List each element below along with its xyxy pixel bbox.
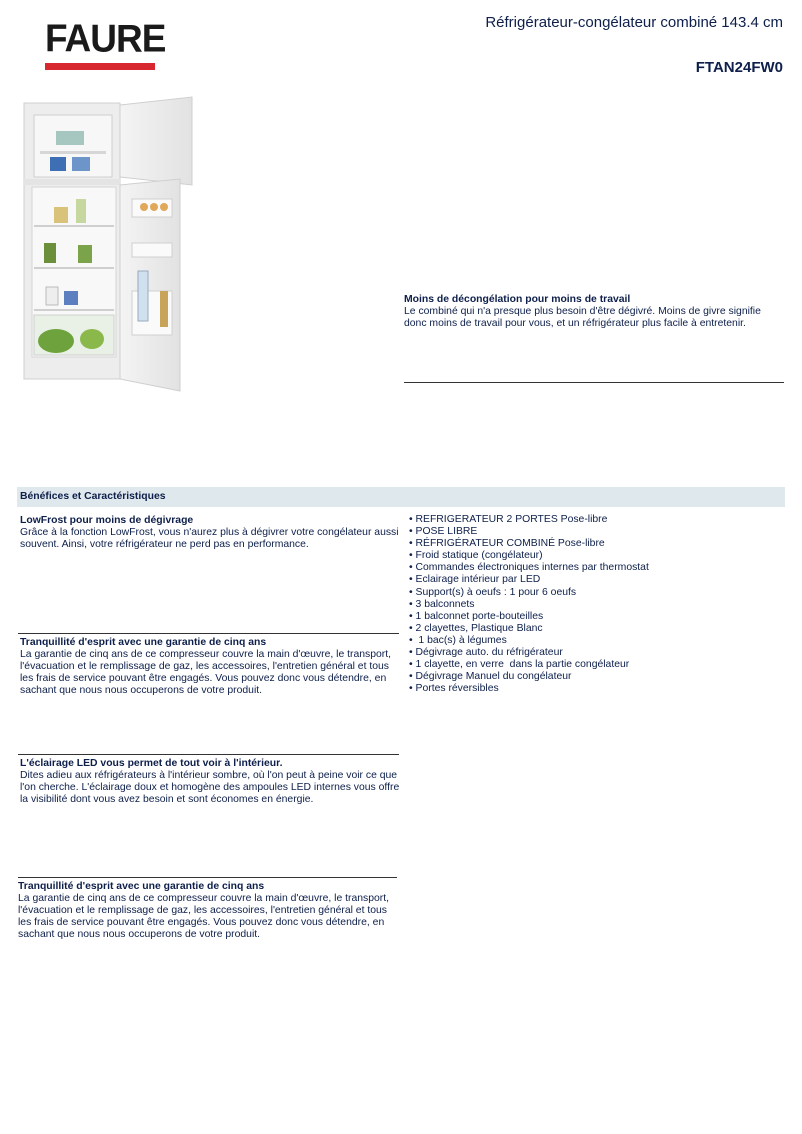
model-number: FTAN24FW0	[695, 59, 783, 76]
feature-led	[20, 758, 400, 806]
spec-list	[409, 514, 779, 695]
spec-item: • 3 balconnets	[409, 598, 475, 610]
feature-divider	[18, 633, 399, 634]
feature-divider	[18, 754, 399, 755]
feature-title: LowFrost pour moins de dégivrage	[20, 515, 194, 526]
brand-logo-bar	[45, 63, 155, 70]
feature-title: L'éclairage LED vous permet de tout voir à l'intérieur.	[20, 758, 283, 769]
brand-logo-text: FAURE	[45, 16, 166, 60]
spec-item: • POSE LIBRE	[409, 526, 478, 538]
feature-title: Tranquillité d'esprit avec une garantie de cinq ans	[20, 637, 267, 648]
spec-item: • RÉFRIGÉRATEUR COMBINÉ Pose-libre	[409, 538, 605, 550]
feature-warranty	[20, 637, 400, 697]
spec-item: • Commandes électroniques internes par thermostat	[409, 562, 649, 574]
feature-lowfrost	[20, 515, 400, 551]
spec-item: • 1 bac(s) à légumes	[409, 634, 507, 646]
spec-item: • 1 balconnet porte-bouteilles	[409, 610, 544, 622]
spec-item: • Dégivrage auto. du réfrigérateur	[409, 647, 563, 659]
product-title: Réfrigérateur-congélateur combiné 143.4 cm	[485, 14, 783, 31]
feature-body: La garantie de cinq ans de ce compresseur couvre la main d'œuvre, le transport, l'évacuation et le remplissage de gaz, les accessoires, l'entretien général et tous les frais de service pouvant être engagés. Vous pouvez donc vous détendre, en sachant que nous nous occuperons de votre produit.	[20, 649, 392, 697]
highlight-block	[404, 294, 782, 330]
feature-warranty-2	[18, 881, 398, 941]
spec-item: • Support(s) à oeufs : 1 pour 6 oeufs	[409, 586, 577, 598]
feature-body: La garantie de cinq ans de ce compresseur couvre la main d'œuvre, le transport, l'évacuation et le remplissage de gaz, les accessoires, l'entretien général et tous les frais de service pouvant être engagés. Vous pouvez donc vous détendre, en sachant que nous nous occuperons de votre produit.	[18, 893, 390, 941]
spec-item: • Eclairage intérieur par LED	[409, 574, 541, 586]
spec-item: • 2 clayettes, Plastique Blanc	[409, 622, 543, 634]
section-title: Bénéfices et Caractéristiques	[20, 491, 166, 502]
highlight-body: Le combiné qui n'a presque plus besoin d'être dégivré. Moins de givre signifie donc moins de travail pour vous, et un réfrigérateur plus facile à entretenir.	[404, 306, 761, 329]
highlight-title: Moins de décongélation pour moins de travail	[404, 294, 631, 305]
feature-divider	[18, 877, 397, 878]
fridge-image	[20, 95, 198, 395]
spec-item: • Dégivrage Manuel du congélateur	[409, 671, 572, 683]
feature-body: Grâce à la fonction LowFrost, vous n'aurez plus à dégivrer votre congélateur aussi souvent. Ainsi, votre réfrigérateur ne perd pas en performance.	[20, 527, 399, 551]
spec-item: • Froid statique (congélateur)	[409, 550, 543, 562]
spec-item: • 1 clayette, en verre dans la partie congélateur	[409, 659, 630, 671]
highlight-divider	[404, 382, 784, 383]
feature-title: Tranquillité d'esprit avec une garantie de cinq ans	[18, 881, 265, 892]
spec-item: • REFRIGERATEUR 2 PORTES Pose-libre	[409, 514, 608, 525]
feature-body: Dites adieu aux réfrigérateurs à l'intérieur sombre, où l'on peut à peine voir ce que l'on cherche. L'éclairage doux et homogène des ampoules LED internes vous offre la visibilité dont vous avez besoin et sont économes en énergie.	[20, 770, 400, 806]
brand-logo	[45, 16, 166, 72]
spec-item: • Portes réversibles	[409, 683, 499, 695]
